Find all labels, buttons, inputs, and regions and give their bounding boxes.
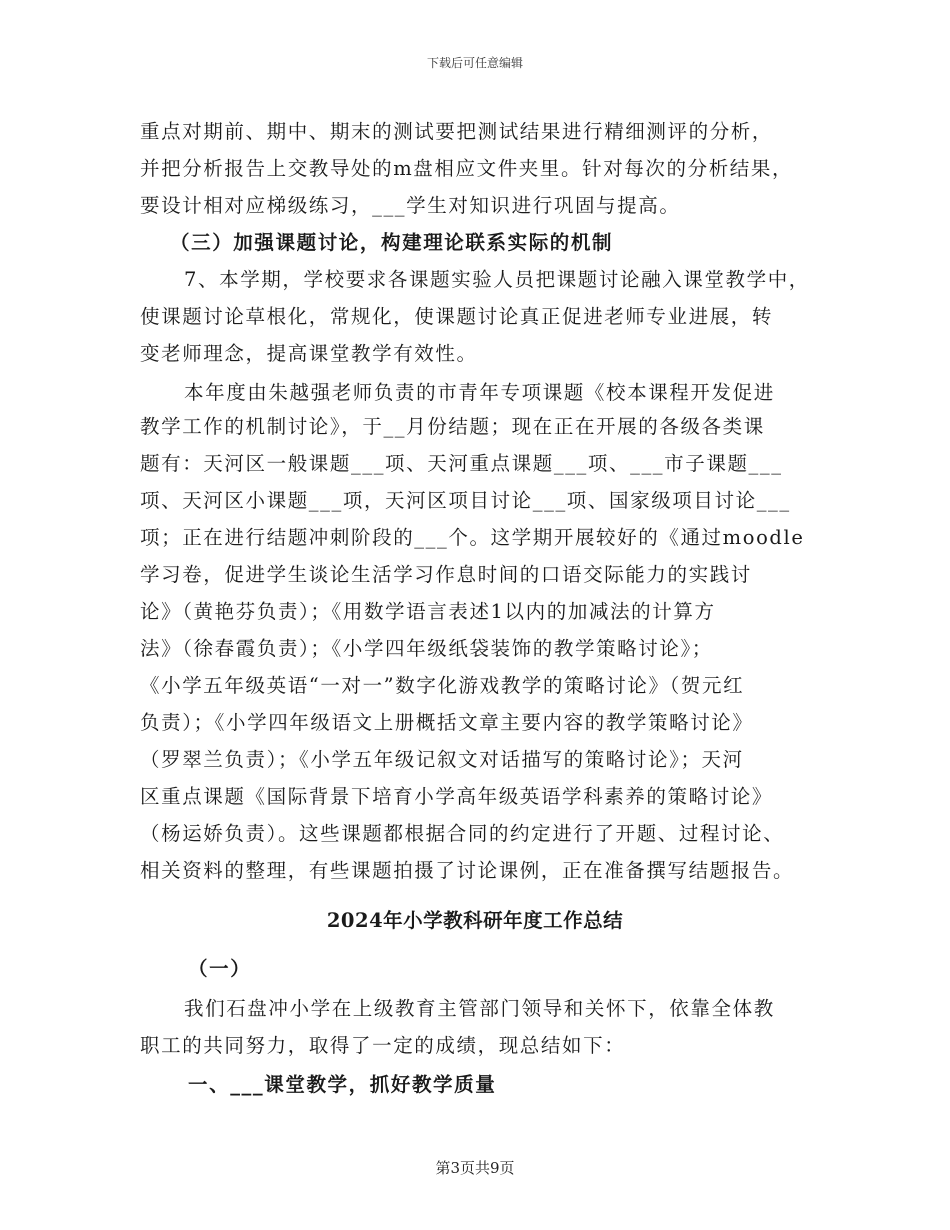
subsection-heading: （一） xyxy=(188,957,252,980)
body-line: 重点对期前、期中、期末的测试要把测试结果进行精细测评的分析， xyxy=(140,120,774,143)
section-heading: 一、___课堂教学，抓好教学质量 xyxy=(188,1073,497,1096)
body-line: 相关资料的整理，有些课题拍摄了讨论课例，正在准备撰写结题报告。 xyxy=(140,859,795,882)
body-line: 负责）；《小学四年级语文上册概括文章主要内容的教学策略讨论》 xyxy=(140,711,754,734)
body-line: 并把分析报告上交教导处的m盘相应文件夹里。针对每次的分析结果， xyxy=(140,157,794,180)
body-line: 《小学五年级英语“一对一”数字化游戏教学的策略讨论》（贺元红 xyxy=(140,674,745,697)
document-title: 2024年小学教科研年度工作总结 xyxy=(326,909,624,932)
body-line: 论》（黄艳芬负责）；《用数学语言表述1以内的加减法的计算方 xyxy=(140,600,716,623)
body-line: 题有：天河区一般课题___项、天河重点课题___项、___市子课题___ xyxy=(140,452,783,475)
body-line: 教学工作的机制讨论》，于__月份结题；现在正在开展的各级各类课 xyxy=(140,415,765,438)
body-line: （罗翠兰负责）；《小学五年级记叙文对话描写的策略讨论》；天河 xyxy=(140,748,744,771)
page-header: 下载后可任意编辑 xyxy=(426,56,523,70)
body-line: 变老师理念，提高课堂教学有效性。 xyxy=(140,342,478,365)
section-heading: （三）加强课题讨论，构建理论联系实际的机制 xyxy=(170,231,614,254)
body-line: （杨运娇负责）。这些课题都根据合同的约定进行了开题、过程讨论、 xyxy=(140,822,785,845)
body-line: 项、天河区小课题___项，天河区项目讨论___项、国家级项目讨论___ xyxy=(140,489,791,512)
body-line: 7、本学期，学校要求各课题实验人员把课题讨论融入课堂教学中， xyxy=(184,268,810,291)
body-line: 项；正在进行结题冲刺阶段的___个。这学期开展较好的《通过moodle xyxy=(140,526,805,549)
page-number: 第3页共9页 xyxy=(435,1159,515,1177)
body-line: 职工的共同努力，取得了一定的成绩，现总结如下： xyxy=(140,1034,626,1057)
body-line: 使课题讨论草根化，常规化，使课题讨论真正促进老师专业进展，转 xyxy=(140,305,774,328)
body-line: 区重点课题《国际背景下培育小学高年级英语学科素养的策略讨论》 xyxy=(140,785,774,808)
body-line: 我们石盘冲小学在上级教育主管部门领导和关怀下，依靠全体教 xyxy=(184,997,775,1020)
body-line: 要设计相对应梯级练习，___学生对知识进行巩固与提高。 xyxy=(140,194,681,217)
body-line: 本年度由朱越强老师负责的市青年专项课题《校本课程开发促进 xyxy=(184,381,775,404)
body-line: 学习卷，促进学生谈论生活学习作息时间的口语交际能力的实践讨 xyxy=(140,563,752,586)
body-line: 法》（徐春霞负责）；《小学四年级纸袋装饰的教学策略讨论》； xyxy=(140,637,713,660)
